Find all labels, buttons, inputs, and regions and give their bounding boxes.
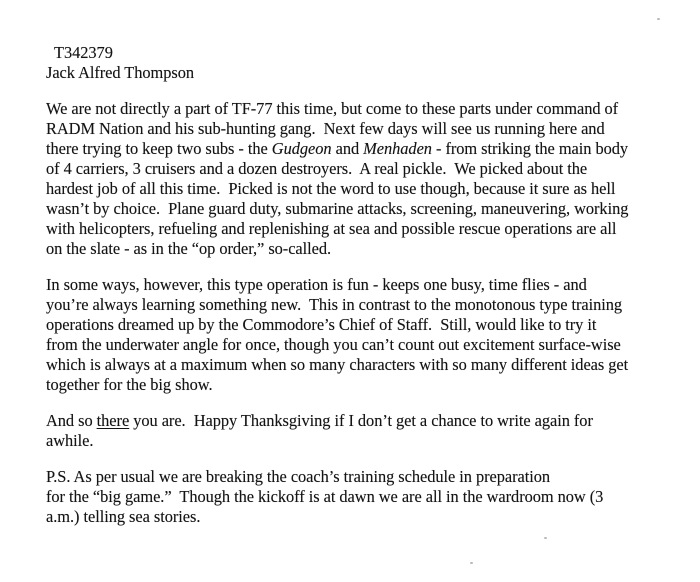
letter-body bbox=[46, 43, 694, 527]
text-segment: T342379 bbox=[54, 43, 113, 62]
scan-speck bbox=[470, 562, 473, 564]
text-line bbox=[46, 219, 694, 239]
italic-text: Menhaden bbox=[363, 139, 432, 158]
text-line bbox=[46, 375, 694, 395]
text-line bbox=[46, 239, 694, 259]
text-line bbox=[46, 355, 694, 375]
text-line bbox=[46, 199, 694, 219]
text-line bbox=[46, 487, 694, 507]
text-segment: of 4 carriers, 3 cruisers and a dozen destroyers. A real pickle. We picked about the bbox=[46, 159, 588, 178]
text-line bbox=[46, 275, 694, 295]
text-segment: with helicopters, refueling and replenishing at sea and possible rescue operations are all bbox=[46, 219, 617, 238]
text-line bbox=[46, 159, 694, 179]
text-segment: which is always at a maximum when so many characters with so many different ideas get bbox=[46, 355, 629, 374]
text-line bbox=[46, 139, 694, 159]
paragraph-3 bbox=[46, 411, 694, 451]
postscript bbox=[46, 467, 694, 527]
text-line bbox=[46, 431, 694, 451]
text-line bbox=[46, 179, 694, 199]
text-line bbox=[46, 315, 694, 335]
text-segment: And so bbox=[46, 411, 97, 430]
text-segment: on the slate - as in the “op order,” so-called. bbox=[46, 239, 332, 258]
text-segment: you’re always learning something new. This in contrast to the monotonous type training bbox=[46, 295, 623, 314]
text-segment: RADM Nation and his sub-hunting gang. Next few days will see us running here and bbox=[46, 119, 605, 138]
text-line bbox=[46, 99, 694, 119]
text-line bbox=[46, 295, 694, 315]
text-line bbox=[46, 43, 694, 63]
text-segment: a.m.) telling sea stories. bbox=[46, 507, 201, 526]
text-segment: awhile. bbox=[46, 431, 94, 450]
text-segment: P.S. As per usual we are breaking the coach’s training schedule in preparation bbox=[46, 467, 551, 486]
text-segment: In some ways, however, this type operation is fun - keeps one busy, time flies - and bbox=[46, 275, 587, 294]
text-segment: wasn’t by choice. Plane guard duty, submarine attacks, screening, maneuvering, working bbox=[46, 199, 629, 218]
text-line bbox=[46, 119, 694, 139]
header bbox=[46, 43, 694, 83]
text-line bbox=[46, 335, 694, 355]
paragraph-2 bbox=[46, 275, 694, 395]
text-line bbox=[46, 507, 694, 527]
text-line bbox=[46, 411, 694, 431]
underline-text: there bbox=[96, 411, 130, 430]
text-segment: - from striking the main body bbox=[431, 139, 629, 158]
text-segment: together for the big show. bbox=[46, 375, 213, 394]
scan-speck bbox=[657, 18, 660, 20]
paragraph-1 bbox=[46, 99, 694, 259]
text-segment: We are not directly a part of TF-77 this time, but come to these parts under command of bbox=[46, 99, 619, 118]
text-segment: Jack Alfred Thompson bbox=[46, 63, 195, 82]
italic-text: Gudgeon bbox=[271, 139, 332, 158]
text-segment: you are. Happy Thanksgiving if I don’t get a chance to write again for bbox=[129, 411, 593, 430]
scan-speck bbox=[544, 537, 547, 539]
text-segment: from the underwater angle for once, though you can’t count out excitement surface-wise bbox=[46, 335, 621, 354]
text-segment: operations dreamed up by the Commodore’s Chief of Staff. Still, would like to try it bbox=[46, 315, 597, 334]
text-line bbox=[46, 467, 694, 487]
text-segment: for the “big game.” Though the kickoff is at dawn we are all in the wardroom now (3 bbox=[46, 487, 604, 506]
text-segment: and bbox=[331, 139, 364, 158]
text-segment: hardest job of all this time. Picked is not the word to use though, because it sure as hell bbox=[46, 179, 616, 198]
text-segment: there trying to keep two subs - the bbox=[46, 139, 272, 158]
text-line bbox=[46, 63, 694, 83]
